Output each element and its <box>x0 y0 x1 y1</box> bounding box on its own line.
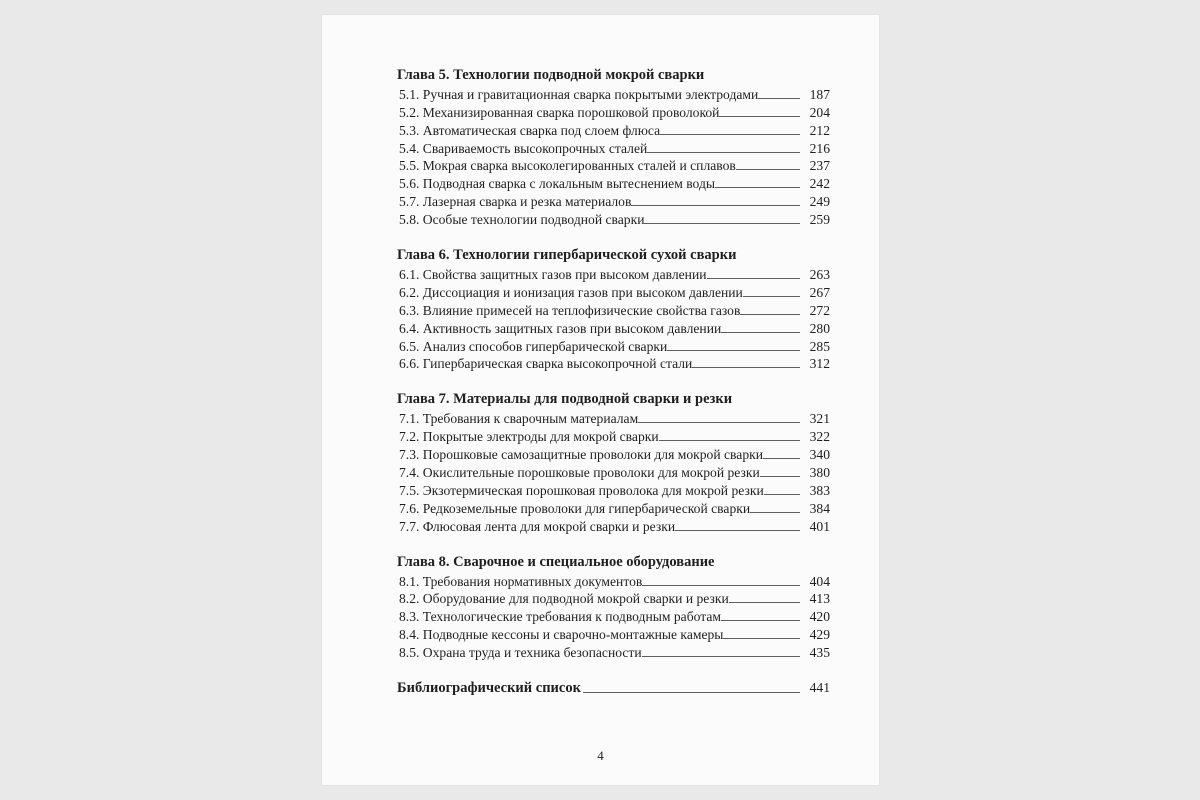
toc-entry <box>397 625 830 643</box>
toc-entry <box>397 427 830 445</box>
chapter-5 <box>397 66 830 228</box>
dot-leader <box>692 367 800 368</box>
entry-page: 384 <box>809 500 830 516</box>
entry-page: 435 <box>809 645 830 661</box>
toc-entry <box>397 481 830 499</box>
dot-leader <box>583 692 800 693</box>
dot-leader <box>736 169 800 170</box>
dot-leader <box>750 512 800 513</box>
dot-leader <box>647 152 800 153</box>
dot-leader <box>760 476 800 477</box>
entry-page: 285 <box>809 338 830 354</box>
bibliography-entry <box>397 679 830 697</box>
toc-entry <box>397 463 830 481</box>
entry-page: 312 <box>809 356 830 372</box>
chapter-7 <box>397 390 830 534</box>
entry-label: 7.4. Окислительные порошковые проволоки для мокрой резки <box>399 465 760 481</box>
toc-entry <box>397 85 830 103</box>
toc-entry <box>397 174 830 192</box>
toc-entry <box>397 121 830 139</box>
dot-leader <box>740 314 800 315</box>
toc-entry <box>397 590 830 608</box>
toc-entry <box>397 157 830 175</box>
entry-label: 7.1. Требования к сварочным материалам <box>399 411 639 427</box>
entry-label: 8.4. Подводные кессоны и сварочно-монтажные камеры <box>399 627 724 643</box>
dot-leader <box>644 223 800 224</box>
entry-label: 7.5. Экзотермическая порошковая проволока для мокрой резки <box>399 482 764 498</box>
toc-entry <box>397 139 830 157</box>
toc-entry <box>397 319 830 337</box>
toc-entry <box>397 210 830 228</box>
toc-entry <box>397 265 830 283</box>
dot-leader <box>764 494 800 495</box>
dot-leader <box>660 134 800 135</box>
entry-page: 413 <box>809 591 830 607</box>
entry-label: 5.6. Подводная сварка с локальным вытеснением воды <box>399 176 715 192</box>
entry-label: 7.2. Покрытые электроды для мокрой сварки <box>399 429 659 445</box>
entry-label: 8.3. Технологические требования к подводным работам <box>399 609 721 625</box>
entry-page: 340 <box>809 447 830 463</box>
toc-entry <box>397 283 830 301</box>
dot-leader <box>721 332 800 333</box>
toc-entry <box>397 517 830 535</box>
entry-page: 187 <box>809 86 830 102</box>
dot-leader <box>723 638 800 639</box>
toc-entry <box>397 607 830 625</box>
entry-page: 280 <box>809 320 830 336</box>
entry-label: 5.5. Мокрая сварка высоколегированных сталей и сплавов <box>399 158 736 174</box>
dot-leader <box>729 602 800 603</box>
entry-label: 6.1. Свойства защитных газов при высоком давлении <box>399 267 707 283</box>
chapter-title: Глава 7. Материалы для подводной сварки и резки <box>397 391 733 408</box>
toc-entry <box>397 301 830 319</box>
toc-entry <box>397 103 830 121</box>
toc-entry <box>397 409 830 427</box>
entry-label: 6.4. Активность защитных газов при высоком давлении <box>399 320 722 336</box>
dot-leader <box>758 98 800 99</box>
entry-label: 5.3. Автоматическая сварка под слоем флюса <box>399 122 661 138</box>
entry-page: 321 <box>809 411 830 427</box>
entry-label: 6.6. Гипербарическая сварка высокопрочной стали <box>399 356 693 372</box>
entry-label: 8.5. Охрана труда и техника безопасности <box>399 645 642 661</box>
chapter-6 <box>397 246 830 372</box>
entry-page: 322 <box>809 429 830 445</box>
entry-page: 259 <box>809 212 830 228</box>
dot-leader <box>659 440 800 441</box>
dot-leader <box>715 187 800 188</box>
entry-label: 5.7. Лазерная сварка и резка материалов <box>399 194 632 210</box>
dot-leader <box>631 205 800 206</box>
dot-leader <box>707 278 800 279</box>
dot-leader <box>675 530 800 531</box>
dot-leader <box>721 620 800 621</box>
entry-label: 5.8. Особые технологии подводной сварки <box>399 212 645 228</box>
entry-page: 383 <box>809 482 830 498</box>
toc-entry <box>397 499 830 517</box>
bibliography-page: 441 <box>809 680 830 696</box>
entry-page: 216 <box>809 140 830 156</box>
entry-page: 237 <box>809 158 830 174</box>
dot-leader <box>719 116 800 117</box>
entry-page: 401 <box>809 518 830 534</box>
toc-entry <box>397 355 830 373</box>
entry-label: 7.7. Флюсовая лента для мокрой сварки и резки <box>399 518 676 534</box>
entry-page: 263 <box>809 267 830 283</box>
toc-entry <box>397 192 830 210</box>
entry-label: 6.5. Анализ способов гипербарической сварки <box>399 338 668 354</box>
entry-label: 7.3. Порошковые самозащитные проволоки для мокрой сварки <box>399 447 763 463</box>
entry-page: 404 <box>809 573 830 589</box>
entry-page: 267 <box>809 284 830 300</box>
entry-label: 5.4. Свариваемость высокопрочных сталей <box>399 140 648 156</box>
entry-label: 8.2. Оборудование для подводной мокрой сварки и резки <box>399 591 729 607</box>
bibliography-label: Библиографический список <box>397 680 581 697</box>
entry-label: 5.2. Механизированная сварка порошковой проволокой <box>399 104 720 120</box>
chapter-title: Глава 5. Технологии подводной мокрой сварки <box>397 67 705 83</box>
toc-entry <box>397 643 830 661</box>
dot-leader <box>667 350 800 351</box>
toc-entry <box>397 445 830 463</box>
entry-page: 249 <box>809 194 830 210</box>
dot-leader <box>642 656 800 657</box>
toc-entry <box>397 572 830 590</box>
toc-entry <box>397 337 830 355</box>
entry-page: 212 <box>809 122 830 138</box>
dot-leader <box>638 422 800 423</box>
entry-label: 8.1. Требования нормативных документов <box>399 573 643 589</box>
entry-page: 242 <box>809 176 830 192</box>
page-number: 4 <box>597 748 604 763</box>
entry-page: 429 <box>809 627 830 643</box>
table-of-contents <box>397 66 830 697</box>
dot-leader <box>743 296 800 297</box>
entry-label: 6.2. Диссоциация и ионизация газов при высоком давлении <box>399 284 743 300</box>
chapter-title: Глава 8. Сварочное и специальное оборудование <box>397 553 715 570</box>
chapter-title: Глава 6. Технологии гипербарической сухой сварки <box>397 247 737 264</box>
document-page <box>322 15 879 785</box>
entry-label: 6.3. Влияние примесей на теплофизические свойства газов <box>399 302 741 318</box>
entry-page: 420 <box>809 609 830 625</box>
entry-page: 204 <box>809 104 830 120</box>
entry-label: 5.1. Ручная и гравитационная сварка покрытыми электродами <box>399 86 759 102</box>
chapter-8 <box>397 553 830 661</box>
entry-page: 272 <box>809 302 830 318</box>
dot-leader <box>763 458 800 459</box>
entry-label: 7.6. Редкоземельные проволоки для гипербарической сварки <box>399 500 751 516</box>
entry-page: 380 <box>809 465 830 481</box>
dot-leader <box>642 585 800 586</box>
